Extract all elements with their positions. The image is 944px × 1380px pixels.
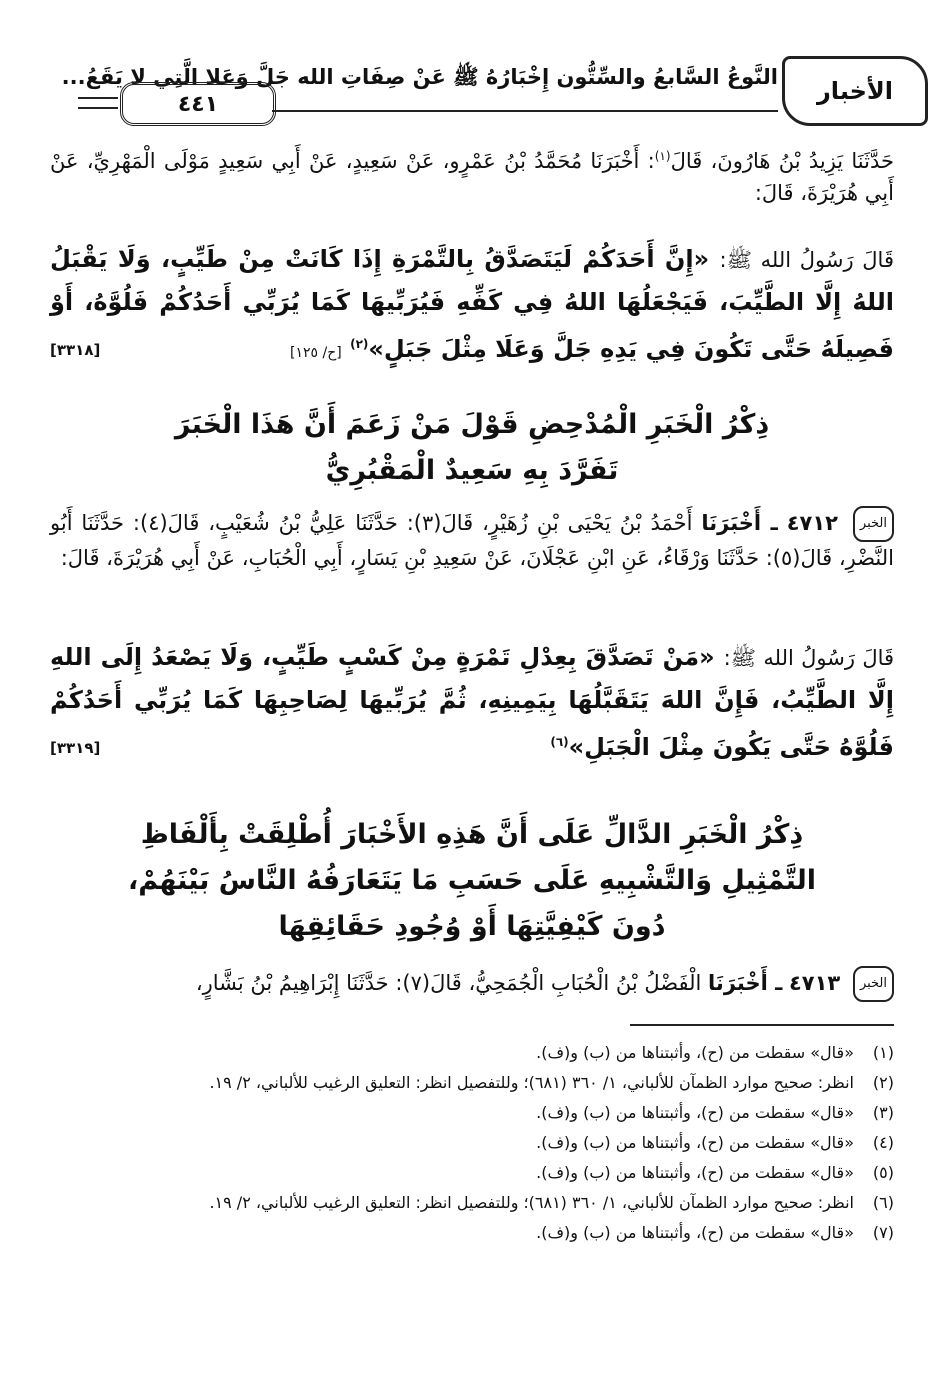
footnote-text: انظر: صحيح موارد الظمآن للألباني، ١/ ٣٦٠ (٦٨١)؛ وللتفصيل انظر: التعليق الرغيب للألباني، ٢/ ١٩. [209,1193,854,1212]
isnad-paragraph [50,966,894,1002]
section-badge: الأخبار [782,56,928,126]
section-heading-line: تَفَرَّدَ بِهِ سَعِيدٌ الْمَقْبُرِيُّ [325,455,619,486]
hadith-lead: قَالَ رَسُولُ الله ﷺ: [723,646,895,670]
isnad-text: أَحْمَدُ بْنُ يَحْيَى بْنِ زُهَيْرٍ، قَالَ(٣): حَدَّثَنَا عَلِيُّ بْنُ شُعَيْبٍ، قَالَ(٤): حَدَّثَنَا أَبُو النَّضْرِ، قَالَ(٥): حَدَّثَنَا وَرْقَاءُ، عَنِ ابْنِ عَجْلَانَ، عَنْ سَعِيدِ بْنِ يَسَارٍ، أَبِي الْحُبَابِ، عَنْ أَبِي هُرَيْرَةَ، قَالَ: [50,511,894,570]
header-rule [78,97,118,109]
hadith-number: ٤٧١٢ [786,511,839,535]
footnote-marker: (٦) [550,735,569,749]
footnote [50,1038,894,1068]
section-heading-line: التَّمْثِيلِ وَالتَّشْبِيهِ عَلَى حَسَبِ مَا يَتَعَارَفُهُ النَّاسُ بَيْنَهُمْ، [127,865,817,896]
hadith-text: «إِنَّ أَحَدَكُمْ لَيَتَصَدَّقُ بِالتَّمْرَةِ إِذَا كَانَتْ مِنْ طَيِّبٍ، وَلَا يَقْبَلُ اللهُ إِلَّا الطَّيِّبَ، فَيَجْعَلُهَا اللهُ فِي كَفِّهِ فَيُرَبِّيهَا كَمَا يُرَبِّي أَحَدُكُمْ فَلُوَّهُ، أَوْ فَصِيلَهُ حَتَّى تَكُونَ فِي يَدِهِ جَلَّ وَعَلَا مِثْلَ جَبَلٍ» [50,245,894,363]
footnote-number: (١) [872,1043,894,1062]
footnote [50,1218,894,1248]
footnote-text: «قال» سقطت من (ح)، وأثبتناها من (ب) و(ف). [536,1103,854,1122]
hadith-lead: قَالَ رَسُولُ الله ﷺ: [719,248,894,272]
akhbarana-word: ـ أَخْبَرَنَا [701,511,778,535]
page-header [61,52,928,124]
hadith-number: ٤٧١٣ [788,971,841,995]
footnote-text: «قال» سقطت من (ح)، وأثبتناها من (ب) و(ف). [536,1043,854,1062]
hadith-reference: [٣٣١٩] [50,739,101,757]
akhbarana-word: ـ أَخْبَرَنَا [708,971,783,995]
news-tag: الخبر [853,506,894,542]
hadith-paragraph [50,238,894,374]
margin-reference: [ح/ ١٢٥] [290,345,342,361]
hadith-text: «مَنْ تَصَدَّقَ بِعِدْلِ تَمْرَةٍ مِنْ كَسْبٍ طَيِّبٍ، وَلَا يَصْعَدُ إِلَى اللهِ إِلَّا الطَّيِّبُ، فَإِنَّ اللهَ يَتَقَبَّلُهَا بِيَمِينِهِ، ثُمَّ يُرَبِّيهَا لِصَاحِبِهَا كَمَا يُرَبِّي أَحَدُكُمْ فَلُوَّهُ حَتَّى يَكُونَ مِثْلَ الْجَبَلِ» [50,643,894,761]
footnote-number: (٦) [872,1193,894,1212]
running-title: النَّوعُ السَّابعُ والسِّتُّون إِخْبَارُهُ ﷺ عَنْ صِفَاتِ الله جَلَّ وَعَلا الَّتِي لا يَقَعُ... [61,65,778,89]
footnote [50,1128,894,1158]
footnote [50,1188,894,1218]
footnote-text: «قال» سقطت من (ح)، وأثبتناها من (ب) و(ف). [536,1223,854,1242]
page-number: ٤٤١ [120,82,276,126]
section-heading-line: ذِكْرُ الْخَبَرِ الدَّالِّ عَلَى أَنَّ هَذِهِ الأَخْبَارَ أُطْلِقَتْ بِأَلْفَاظِ [140,819,804,850]
footnote-marker: (١) [654,149,671,163]
footnote-number: (٢) [872,1073,894,1092]
footnote [50,1158,894,1188]
footnote-text: «قال» سقطت من (ح)، وأثبتناها من (ب) و(ف). [536,1163,854,1182]
footnote [50,1098,894,1128]
footnote-text: «قال» سقطت من (ح)، وأثبتناها من (ب) و(ف). [536,1133,854,1152]
footnote-rule [630,1024,894,1026]
isnad-paragraph [50,140,894,209]
isnad-text: الْفَضْلُ بْنُ الْحُبَابِ الْجُمَحِيُّ، قَالَ(٧): حَدَّثَنَا إِبْرَاهِيمُ بْنُ بَشَّارٍ، [195,971,702,995]
footnote [50,1068,894,1098]
footnote-number: (٣) [872,1103,894,1122]
hadith-paragraph [50,636,894,769]
section-heading [40,812,904,950]
footnote-text: انظر: صحيح موارد الظمآن للألباني، ١/ ٣٦٠ (٦٨١)؛ وللتفصيل انظر: التعليق الرغيب للألباني، ٢/ ١٩. [209,1073,854,1092]
footnote-number: (٤) [872,1133,894,1152]
section-heading-line: ذِكْرُ الْخَبَرِ الْمُدْحِضِ قَوْلَ مَنْ زَعَمَ أَنَّ هَذَا الْخَبَرَ [174,409,770,440]
footnote-number: (٧) [872,1223,894,1242]
footnote-marker: (٢) [350,337,369,351]
section-heading [40,402,904,494]
footnotes [50,1038,894,1248]
hadith-reference: [٣٣١٨] [50,341,101,359]
isnad-text: حَدَّثَنَا يَزِيدُ بْنُ هَارُونَ، قَالَ [670,149,894,173]
section-heading-line: دُونَ كَيْفِيَّتِهَا أَوْ وُجُودِ حَقَائِقِهَا [278,911,666,942]
isnad-text: : أَخْبَرَنَا مُحَمَّدُ بْنُ عَمْرٍو، عَنْ سَعِيدٍ، عَنْ أَبِي سَعِيدٍ مَوْلَى الْمَهْرِيِّ، عَنْ أَبِي هُرَيْرَةَ، قَالَ: [50,149,894,205]
news-tag: الخبر [853,966,894,1002]
footnote-number: (٥) [872,1163,894,1182]
isnad-paragraph [50,506,894,574]
header-rule [272,110,778,112]
